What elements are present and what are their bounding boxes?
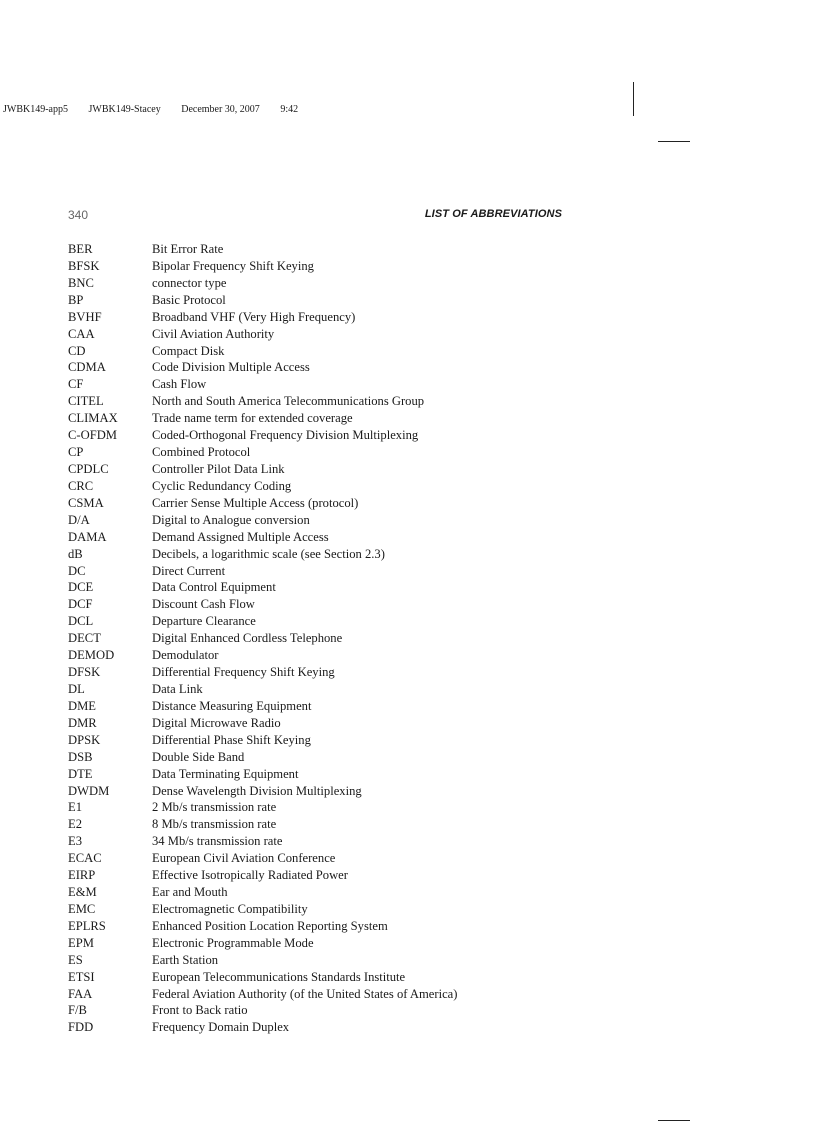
page-number: 340 — [68, 208, 89, 222]
abbreviation-term: D/A — [68, 512, 90, 527]
abbreviation-row — [68, 766, 628, 783]
abbreviation-term: EPM — [68, 935, 94, 950]
abbreviation-term: E&M — [68, 885, 97, 900]
abbreviation-row — [68, 529, 628, 546]
abbreviation-definition: Electronic Programmable Mode — [152, 935, 314, 950]
abbreviation-row — [68, 410, 628, 427]
abbreviation-definition: Demand Assigned Multiple Access — [152, 529, 329, 544]
abbreviation-term: DFSK — [68, 665, 101, 680]
abbreviation-term: C-OFDM — [68, 428, 117, 443]
abbreviation-definition: Cash Flow — [152, 377, 207, 392]
abbreviation-row — [68, 546, 628, 563]
abbreviation-definition: Controller Pilot Data Link — [152, 461, 285, 476]
abbreviation-row — [68, 359, 628, 376]
abbreviation-definition: Frequency Domain Duplex — [152, 1020, 290, 1035]
abbreviation-term: DAMA — [68, 529, 107, 544]
abbreviation-row — [68, 1019, 628, 1036]
abbreviation-definition: Discount Cash Flow — [152, 597, 255, 612]
abbreviation-definition: Cyclic Redundancy Coding — [152, 478, 292, 493]
abbreviation-row — [68, 579, 628, 596]
abbreviation-term: CRC — [68, 478, 94, 493]
abbreviation-row — [68, 393, 628, 410]
abbreviation-term: BER — [68, 242, 93, 256]
abbreviation-definition: Bipolar Frequency Shift Keying — [152, 258, 314, 273]
abbreviation-definition: European Telecommunications Standards Institute — [152, 969, 406, 984]
abbreviation-row — [68, 630, 628, 647]
abbreviation-row — [68, 258, 628, 275]
abbreviation-term: EIRP — [68, 868, 96, 883]
abbreviation-term: E3 — [68, 834, 82, 849]
running-head: LIST OF ABBREVIATIONS — [424, 208, 562, 220]
abbreviation-definition: Data Link — [152, 681, 203, 696]
abbreviation-term: DCL — [68, 614, 94, 629]
abbreviation-term: BNC — [68, 275, 94, 290]
abbreviation-definition: Digital to Analogue conversion — [152, 512, 310, 527]
abbreviation-term: ES — [68, 952, 83, 967]
abbreviation-term: ETSI — [68, 969, 95, 984]
abbreviation-definition: Effective Isotropically Radiated Power — [152, 868, 348, 883]
abbreviation-row — [68, 867, 628, 884]
abbreviation-definition: Enhanced Position Location Reporting System — [152, 918, 388, 933]
abbreviation-term: DEMOD — [68, 648, 115, 663]
abbreviation-row — [68, 715, 628, 732]
abbreviation-definition: Civil Aviation Authority — [152, 326, 275, 341]
abbreviation-definition: Data Control Equipment — [152, 580, 276, 595]
abbreviation-row — [68, 478, 628, 495]
abbreviation-term: CSMA — [68, 495, 104, 510]
abbreviation-term: CP — [68, 445, 84, 460]
abbreviation-term: DPSK — [68, 732, 101, 747]
abbreviation-definition: North and South America Telecommunications Group — [152, 394, 425, 409]
abbreviation-definition: Dense Wavelength Division Multiplexing — [152, 783, 362, 798]
abbreviation-definition: Trade name term for extended coverage — [152, 411, 353, 426]
abbreviation-definition: 34 Mb/s transmission rate — [152, 834, 283, 849]
abbreviation-definition: Earth Station — [152, 952, 219, 967]
abbreviation-term: DSB — [68, 749, 93, 764]
abbreviation-row — [68, 698, 628, 715]
abbreviation-definition: Data Terminating Equipment — [152, 766, 299, 781]
abbreviation-term: DMR — [68, 715, 97, 730]
abbreviation-definition: Carrier Sense Multiple Access (protocol) — [152, 495, 359, 510]
abbreviation-row — [68, 969, 628, 986]
abbreviation-term: DL — [68, 681, 85, 696]
abbreviation-definition: Bit Error Rate — [152, 242, 224, 256]
abbreviation-row — [68, 563, 628, 580]
abbreviation-row — [68, 241, 628, 258]
abbreviation-term: FDD — [68, 1020, 94, 1035]
abbreviation-definition: Differential Frequency Shift Keying — [152, 665, 335, 680]
abbreviation-row — [68, 918, 628, 935]
abbreviation-row — [68, 309, 628, 326]
abbreviation-term: CDMA — [68, 360, 106, 375]
abbreviation-row — [68, 647, 628, 664]
abbreviation-row — [68, 326, 628, 343]
abbreviation-row — [68, 275, 628, 292]
slug-file: JWBK149-app5 — [3, 104, 68, 115]
abbreviation-term: DC — [68, 563, 86, 578]
abbreviation-term: BFSK — [68, 258, 100, 273]
abbreviation-definition: Digital Enhanced Cordless Telephone — [152, 631, 343, 646]
vertical-rule — [633, 82, 634, 116]
abbreviation-term: DECT — [68, 631, 101, 646]
abbreviation-term: F/B — [68, 1003, 87, 1018]
abbreviation-definition: Front to Back ratio — [152, 1003, 248, 1018]
abbreviation-row — [68, 664, 628, 681]
abbreviation-row — [68, 850, 628, 867]
abbreviation-definition: 8 Mb/s transmission rate — [152, 817, 277, 832]
abbreviation-row — [68, 427, 628, 444]
slug-date: December 30, 2007 — [181, 104, 260, 115]
abbreviation-definition: Coded-Orthogonal Frequency Division Multiplexing — [152, 428, 419, 443]
abbreviation-definition: Departure Clearance — [152, 614, 256, 629]
abbreviation-row — [68, 461, 628, 478]
abbreviation-term: BVHF — [68, 309, 102, 324]
print-slug — [3, 104, 316, 115]
abbreviation-row — [68, 444, 628, 461]
abbreviation-term: dB — [68, 546, 83, 561]
abbreviation-definition: Federal Aviation Authority (of the United States of America) — [152, 986, 458, 1001]
abbreviation-definition: European Civil Aviation Conference — [152, 851, 336, 866]
abbreviation-definition: Demodulator — [152, 648, 219, 663]
abbreviation-row — [68, 833, 628, 850]
abbreviation-term: CD — [68, 343, 86, 358]
abbreviation-row — [68, 884, 628, 901]
abbreviation-definition: Digital Microwave Radio — [152, 715, 281, 730]
abbreviation-term: DCF — [68, 597, 93, 612]
abbreviation-definition: Direct Current — [152, 563, 226, 578]
abbreviation-definition: Combined Protocol — [152, 445, 251, 460]
abbreviation-definition: Basic Protocol — [152, 292, 226, 307]
abbreviation-definition: Differential Phase Shift Keying — [152, 732, 311, 747]
abbreviation-term: EMC — [68, 901, 96, 916]
crop-mark-top — [658, 141, 690, 142]
abbreviation-row — [68, 596, 628, 613]
abbreviation-row — [68, 1002, 628, 1019]
abbreviation-term: CF — [68, 377, 84, 392]
abbreviation-row — [68, 986, 628, 1003]
abbreviation-term: E2 — [68, 817, 82, 832]
abbreviation-definition: Compact Disk — [152, 343, 225, 358]
abbreviation-term: DWDM — [68, 783, 110, 798]
abbreviation-term: CAA — [68, 326, 95, 341]
abbreviation-row — [68, 816, 628, 833]
abbreviation-row — [68, 799, 628, 816]
abbreviation-row — [68, 613, 628, 630]
abbreviation-row — [68, 512, 628, 529]
abbreviation-term: DCE — [68, 580, 94, 595]
abbreviation-term: CITEL — [68, 394, 104, 409]
abbreviation-definition: Distance Measuring Equipment — [152, 698, 312, 713]
abbreviation-term: EPLRS — [68, 918, 106, 933]
abbreviation-row — [68, 343, 628, 360]
abbreviation-definition: Ear and Mouth — [152, 885, 228, 900]
abbreviation-term: DME — [68, 698, 96, 713]
abbreviation-row — [68, 935, 628, 952]
abbreviation-row — [68, 732, 628, 749]
crop-mark-bottom — [658, 1120, 690, 1121]
abbreviation-row — [68, 376, 628, 393]
abbreviation-definition: connector type — [152, 275, 227, 290]
abbreviation-term: E1 — [68, 800, 82, 815]
abbreviation-term: CPDLC — [68, 461, 109, 476]
abbreviation-row — [68, 749, 628, 766]
abbreviation-term: BP — [68, 292, 84, 307]
abbreviation-term: DTE — [68, 766, 93, 781]
abbreviation-definition: Broadband VHF (Very High Frequency) — [152, 309, 356, 324]
abbreviation-row — [68, 292, 628, 309]
slug-time: 9:42 — [280, 104, 299, 115]
abbreviation-row — [68, 783, 628, 800]
abbreviation-term: CLIMAX — [68, 411, 118, 426]
abbreviation-row — [68, 952, 628, 969]
abbreviation-definition: 2 Mb/s transmission rate — [152, 800, 277, 815]
abbreviation-term: ECAC — [68, 851, 102, 866]
abbreviation-row — [68, 495, 628, 512]
slug-book: JWBK149-Stacey — [88, 104, 161, 115]
abbreviation-definition: Code Division Multiple Access — [152, 360, 310, 375]
abbreviation-definition: Double Side Band — [152, 749, 245, 764]
abbreviation-list — [68, 241, 628, 1036]
abbreviation-definition: Electromagnetic Compatibility — [152, 901, 308, 916]
abbreviation-row — [68, 901, 628, 918]
abbreviation-row — [68, 681, 628, 698]
abbreviation-term: FAA — [68, 986, 93, 1001]
abbreviation-definition: Decibels, a logarithmic scale (see Section 2.3) — [152, 546, 385, 561]
